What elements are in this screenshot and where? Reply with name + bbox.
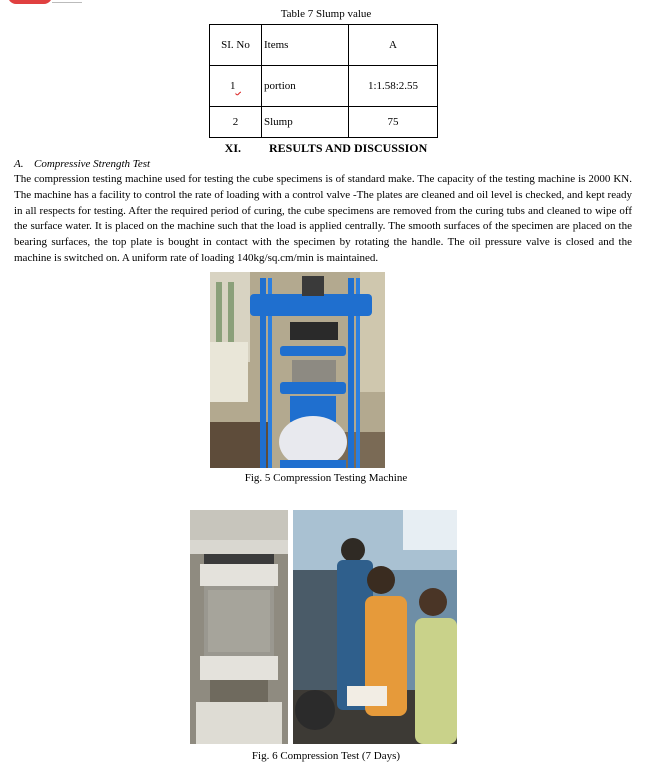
table-cell: 1:1.58:2.55 <box>349 66 438 107</box>
section-heading <box>0 141 652 156</box>
subsection-title: Compressive Strength Test <box>34 158 151 170</box>
figure-6-caption: Fig. 6 Compression Test (7 Days) <box>251 750 401 762</box>
students-testing-photo <box>293 510 457 744</box>
figure-5-caption: Fig. 5 Compression Testing Machine <box>244 472 408 484</box>
table-header-cell: SI. No <box>210 25 262 66</box>
table-header-row <box>210 25 438 66</box>
table-cell: 2 <box>210 107 262 138</box>
slump-table <box>209 24 438 138</box>
table-header-cell: A <box>349 25 438 66</box>
cube-test-photo <box>190 510 288 744</box>
table-cell: 75 <box>349 107 438 138</box>
table-caption: Table 7 Slump value <box>280 8 372 20</box>
table-row <box>210 107 438 138</box>
subsection-heading <box>14 158 150 170</box>
table-cell: portion <box>262 66 349 107</box>
table-cell: Slump <box>262 107 349 138</box>
section-number: XI. <box>224 141 242 155</box>
compression-machine-photo <box>210 272 385 468</box>
header-decoration <box>0 0 84 6</box>
section-title: RESULTS AND DISCUSSION <box>269 141 428 155</box>
table-cell: 1 <box>210 66 262 107</box>
body-paragraph: The compression testing machine used for testing the cube specimens is of standard make. The capacity of the testing machine is 2000 KN. The machine has a facility to control the rate of loading with a control valve -The plates are cleaned and oil level is checked, and kept ready in all respects for testing. After the required period of curing, the cube specimens are removed from the curing tubs and cleaned to wipe off the surface water. It is placed on the machine such that the load is applied centrally. The smooth surfaces of the specimen are placed on the bearing surfaces, the top plate is bought in contact with the specimen by rotating the handle. The oil pressure valve is closed and the machine is switched on. A uniform rate of loading 140kg/sq.cm/min is maintained. <box>14 173 632 264</box>
table-header-cell: Items <box>262 25 349 66</box>
table-row <box>210 66 438 107</box>
subsection-label: A. <box>14 158 24 170</box>
